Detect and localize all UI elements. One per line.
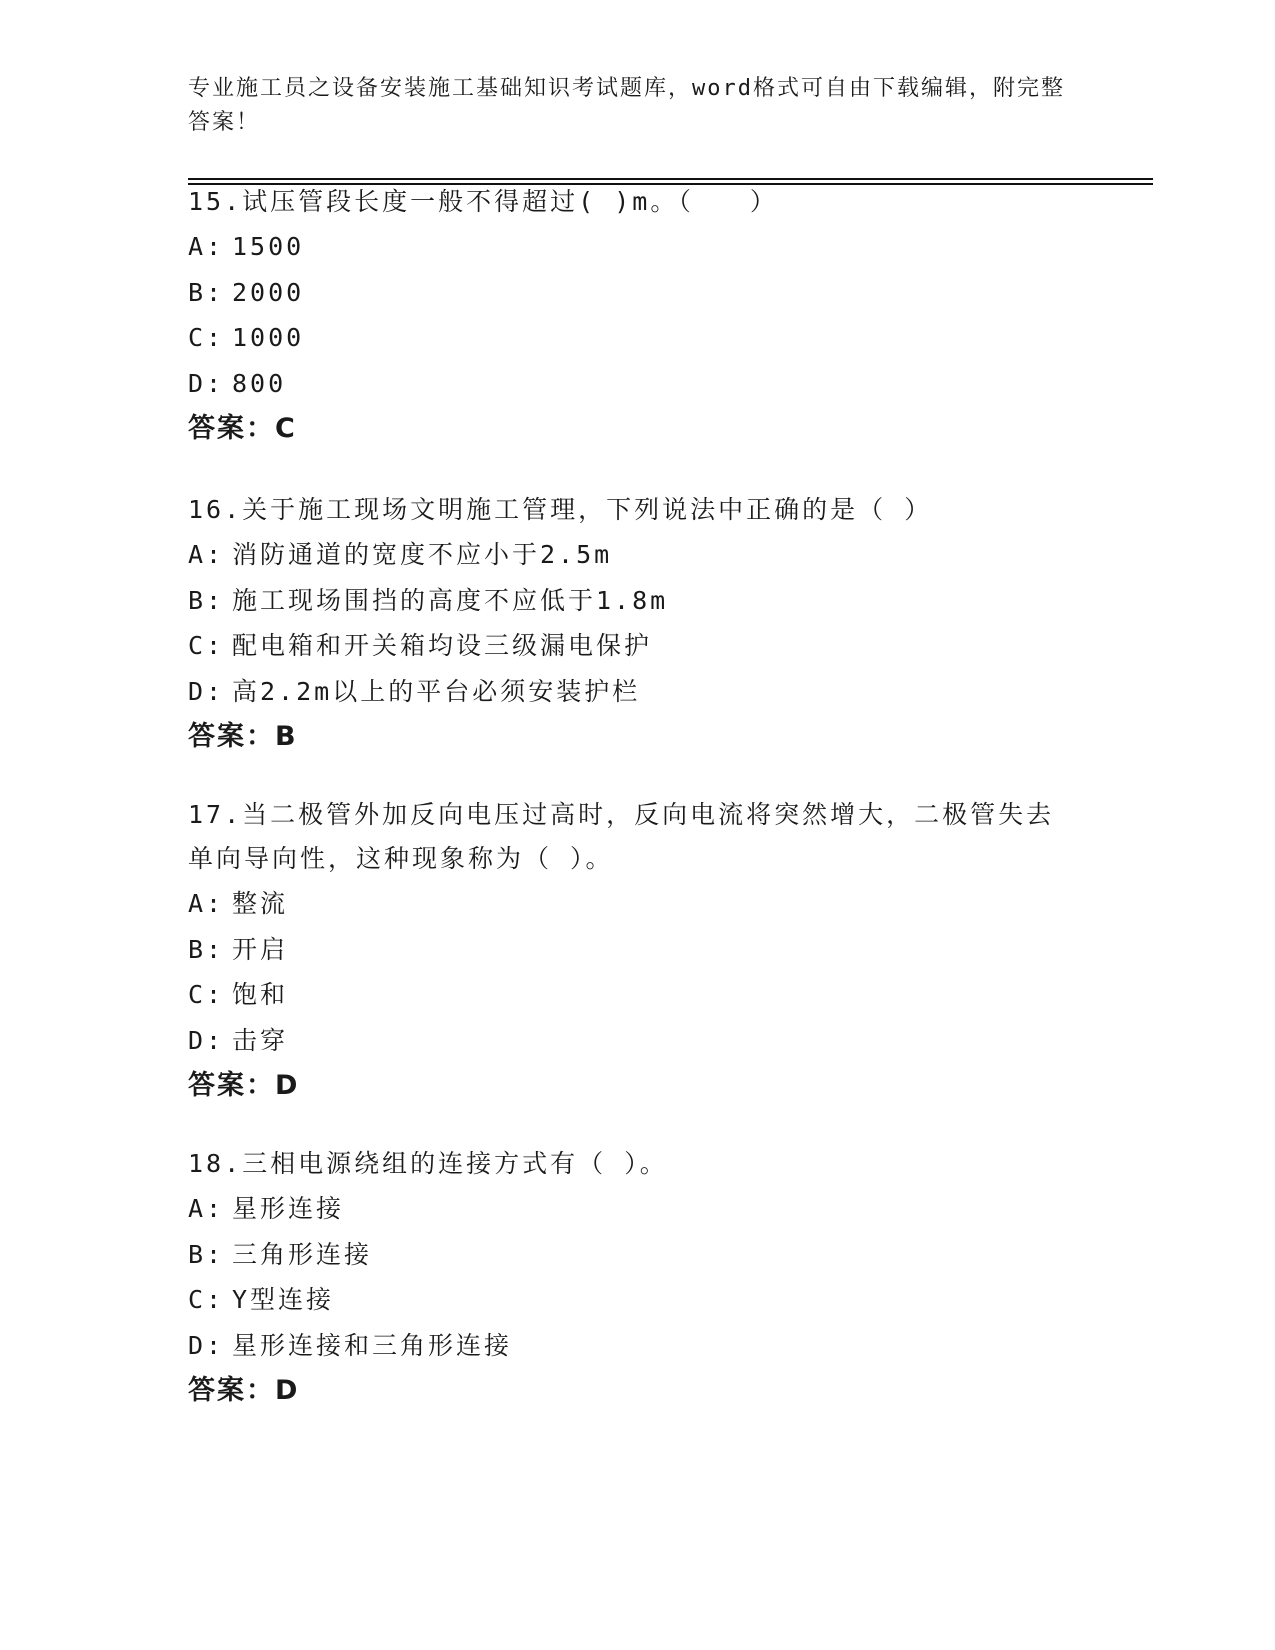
option-b [188,927,1088,973]
option-text: 1500 [232,232,305,261]
option-letter: D: [188,676,225,706]
question-stem: 18.三相电源绕组的连接方式有（ ）。 [188,1149,668,1178]
option-d [188,1018,1088,1064]
option-text: 三角形连接 [232,1239,373,1269]
question-15 [188,180,1088,452]
option-letter: C: [188,323,225,352]
option-a [188,881,1088,927]
option-letter: A: [188,232,225,261]
option-text: 整流 [232,889,289,918]
option-text: 高2.2m以上的平台必须安装护栏 [232,676,641,706]
question-stem: 16.关于施工现场文明施工管理，下列说法中正确的是（ ） [188,495,933,524]
option-letter: D: [188,1330,225,1360]
question-16 [188,488,1088,760]
option-letter: A: [188,889,225,918]
option-a [188,224,1088,270]
option-b [188,1232,1088,1278]
option-text: 消防通道的宽度不应小于2.5m [232,540,613,569]
option-letter: C: [188,631,225,660]
option-c [188,1277,1088,1323]
option-text: 击穿 [232,1025,289,1055]
option-d [188,1323,1088,1369]
option-text: 星形连接和三角形连接 [232,1330,513,1360]
option-letter: B: [188,1239,225,1269]
option-c [188,315,1088,361]
question-stem: 15.试压管段长度一般不得超过( )m。（ ） [188,187,778,216]
answer-line: 答案：D [188,1070,300,1101]
answer-line: 答案：C [188,413,297,444]
question-18 [188,1142,1088,1414]
option-b [188,578,1088,624]
option-d [188,361,1088,407]
question-stem: 17.当二极管外加反向电压过高时，反向电流将突然增大，二极管失去单向导向性，这种现象称为（ ）。 [188,800,1055,873]
option-letter: B: [188,585,225,615]
option-letter: C: [188,980,225,1009]
option-letter: A: [188,1194,225,1223]
option-a [188,1186,1088,1232]
option-text: 配电箱和开关箱均设三级漏电保护 [232,631,653,660]
option-text: 星形连接 [232,1194,345,1223]
option-text: 1000 [232,323,305,352]
option-b [188,270,1088,316]
option-letter: D: [188,368,225,398]
option-text: 2000 [232,277,305,307]
option-c [188,972,1088,1018]
option-letter: A: [188,540,225,569]
option-letter: B: [188,934,225,964]
option-c [188,623,1088,669]
option-text: 饱和 [232,980,289,1009]
option-text: 800 [232,368,287,398]
option-text: 开启 [232,934,289,964]
document-intro: 专业施工员之设备安装施工基础知识考试题库，word格式可自由下载编辑，附完整答案！ [188,76,1065,135]
answer-line: 答案：D [188,1375,300,1406]
option-text: Y型连接 [232,1285,335,1314]
option-letter: C: [188,1285,225,1314]
option-d [188,669,1088,715]
option-letter: D: [188,1025,225,1055]
option-text: 施工现场围挡的高度不应低于1.8m [232,585,669,615]
question-17 [188,793,1088,1109]
option-a [188,532,1088,578]
option-letter: B: [188,277,225,307]
answer-line: 答案：B [188,721,298,752]
